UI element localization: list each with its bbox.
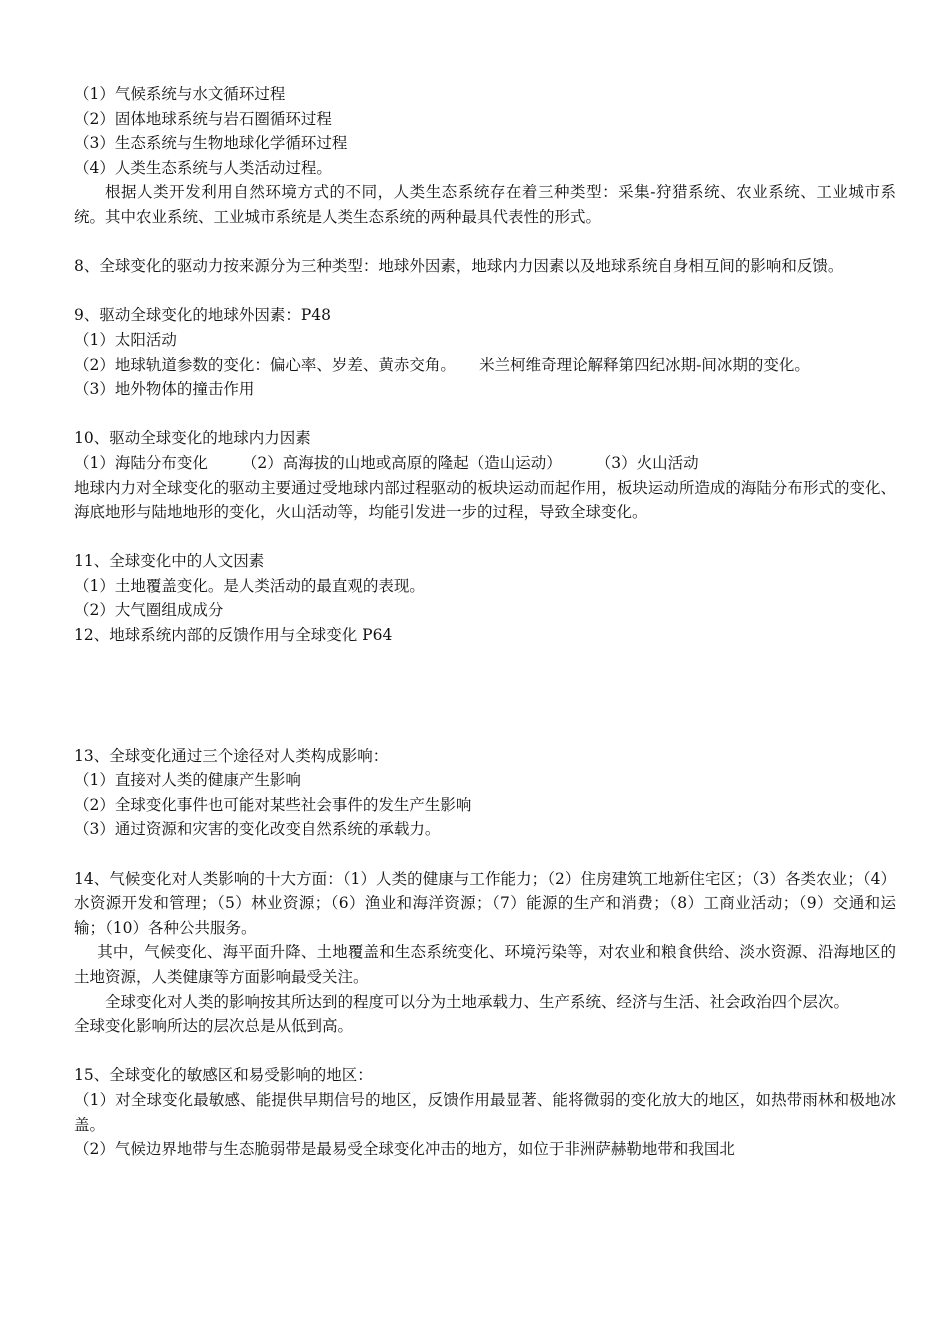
list-item: （2）地球轨道参数的变化：偏心率、岁差、黄赤交角。 米兰柯维奇理论解释第四纪冰期-间冰期的变化。	[74, 355, 810, 374]
paragraph: 全球变化对人类的影响按其所达到的程度可以分为土地承载力、生产系统、经济与生活、社会政治四个层次。	[105, 992, 850, 1011]
section-13-title: 13、全球变化通过三个途径对人类构成影响：	[74, 746, 389, 765]
list-item: （2）高海拔的山地或高原的隆起（造山运动）	[241, 453, 562, 472]
list-item: （1）太阳活动	[74, 330, 177, 349]
list-item: （3）通过资源和灾害的变化改变自然系统的承载力。	[74, 820, 441, 839]
spacer	[74, 648, 896, 744]
section-10-title: 10、驱动全球变化的地球内力因素	[74, 429, 311, 448]
section-8-text: 8、全球变化的驱动力按来源分为三种类型：地球外因素，地球内力因素以及地球系统自身相互间的影响和反馈。	[74, 257, 844, 276]
spacer	[74, 525, 896, 550]
list-item: （1）海陆分布变化	[74, 453, 208, 472]
document-page	[74, 82, 896, 1162]
paragraph: 全球变化影响所达的层次总是从低到高。	[74, 1017, 354, 1036]
list-item: （2）大气圈组成成分	[74, 601, 224, 620]
list-item: （2）气候边界地带与生态脆弱带是最易受全球变化冲击的地方，如位于非洲萨赫勒地带和我国北	[74, 1140, 735, 1159]
section-15-title: 15、全球变化的敏感区和易受影响的地区：	[74, 1066, 373, 1085]
list-item: （2）固体地球系统与岩石圈循环过程	[74, 109, 332, 128]
list-item: （1）对全球变化最敏感、能提供早期信号的地区，反馈作用最显著、能将微弱的变化放大的地区，如热带雨林和极地冰盖。	[74, 1090, 896, 1134]
list-item: （4）人类生态系统与人类活动过程。	[74, 158, 332, 177]
list-item: （3）生态系统与生物地球化学循环过程	[74, 134, 348, 153]
section-12-title: 12、地球系统内部的反馈作用与全球变化 P64	[74, 626, 393, 645]
spacer	[74, 1039, 896, 1064]
list-item: （1）土地覆盖变化。是人类活动的最直观的表现。	[74, 576, 425, 595]
list-item: （3）地外物体的撞击作用	[74, 380, 255, 399]
list-item: （1）气候系统与水文循环过程	[74, 85, 286, 103]
spacer	[74, 842, 896, 867]
list-item: （1）直接对人类的健康产生影响	[74, 771, 301, 790]
paragraph: 其中，气候变化、海平面升降、土地覆盖和生态系统变化、环境污染等，对农业和粮食供给、淡水资源、沿海地区的土地资源，人类健康等方面影响最受关注。	[74, 943, 896, 986]
list-item: （3）火山活动	[595, 453, 699, 472]
section-9-title: 9、驱动全球变化的地球外因素：P48	[74, 306, 332, 325]
paragraph: 地球内力对全球变化的驱动主要通过受地球内部过程驱动的板块运动而起作用，板块运动所造成的海陆分布形式的变化、海底地形与陆地地形的变化，火山活动等，均能引发进一步的过程，导致全球变化。	[74, 478, 896, 522]
list-row	[74, 451, 896, 476]
section-14-text: 14、气候变化对人类影响的十大方面：（1）人类的健康与工作能力；（2）住房建筑工地新住宅区；（3）各类农业；（4）水资源开发和管理；（5）林业资源；（6）渔业和海洋资源；（7）能源的生产和消费；（8）工商业活动；（9）交通和运输；（10）各种公共服务。	[74, 869, 896, 937]
section-11-title: 11、全球变化中的人文因素	[74, 552, 265, 571]
spacer	[74, 279, 896, 304]
spacer	[74, 402, 896, 427]
spacer	[74, 230, 896, 255]
paragraph: 根据人类开发利用自然环境方式的不同，人类生态系统存在着三种类型：采集-狩猎系统、农业系统、工业城市系统。其中农业系统、工业城市系统是人类生态系统的两种最具代表性的形式。	[74, 183, 896, 226]
list-item: （2）全球变化事件也可能对某些社会事件的发生产生影响	[74, 795, 472, 814]
